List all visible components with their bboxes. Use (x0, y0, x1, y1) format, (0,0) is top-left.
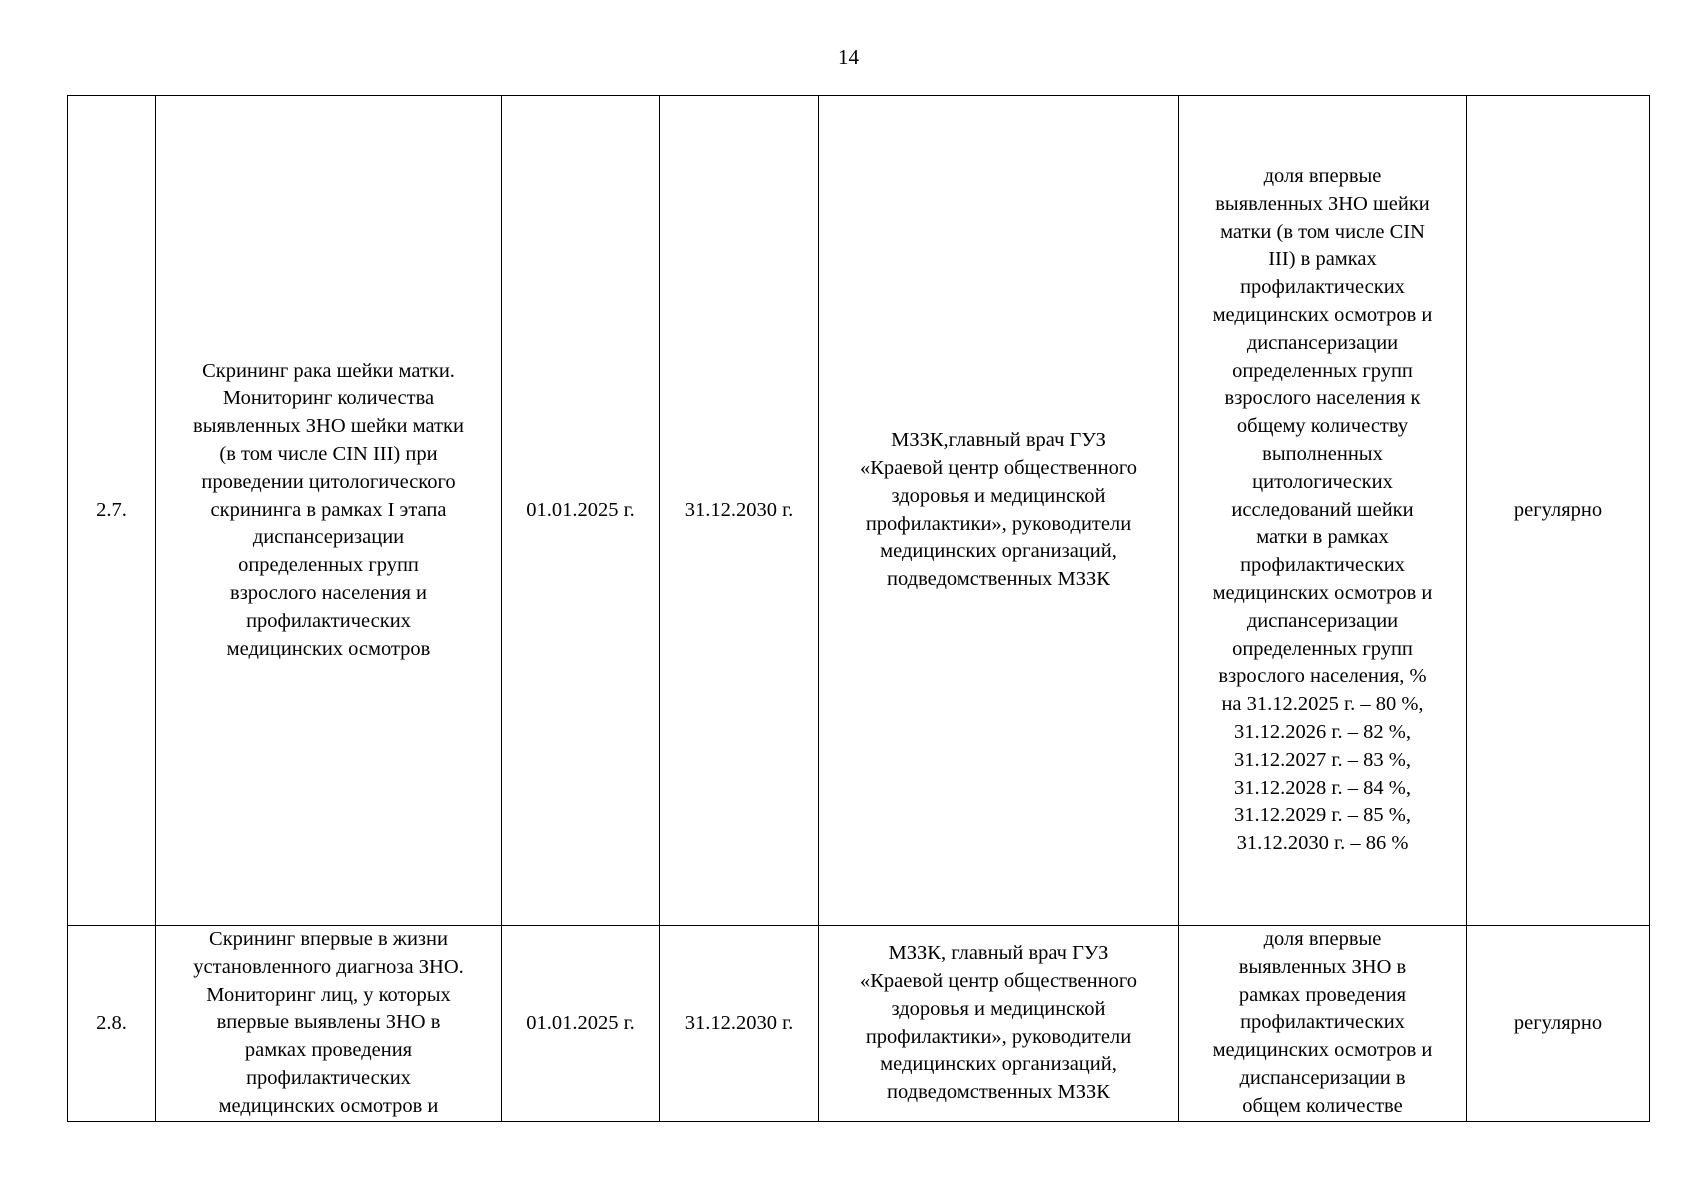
indicator-line: общему количеству (1236, 415, 1409, 438)
indicator-line: цитологических (1252, 470, 1393, 493)
description-line: рамках проведения (244, 1039, 413, 1062)
indicator-line: матки в рамках (1256, 526, 1389, 549)
indicator-line: профилактических (1240, 1011, 1405, 1034)
indicator-cell (1179, 926, 1467, 1122)
end-date-cell: 31.12.2030 г. (660, 96, 819, 926)
responsible-cell (819, 96, 1179, 926)
indicator-line: выявленных ЗНО в (1238, 955, 1407, 978)
indicator-line: профилактических (1240, 276, 1405, 299)
indicator-line: 31.12.2029 г. – 85 %, (1234, 804, 1411, 827)
description-line: выявленных ЗНО шейки матки (193, 415, 464, 438)
indicator-line: 31.12.2030 г. – 86 % (1236, 832, 1409, 855)
row-number-cell: 2.7. (68, 96, 156, 926)
description-line: взрослого населения и (230, 581, 427, 604)
description-line: профилактических (246, 1066, 411, 1089)
description-line: определенных групп (238, 554, 419, 577)
responsible-line: медицинских организаций, (880, 1053, 1117, 1076)
indicator-line: 31.12.2026 г. – 82 %, (1234, 720, 1411, 743)
periodicity-cell: регулярно (1467, 96, 1650, 926)
description-line: Мониторинг лиц, у которых (206, 983, 451, 1006)
description-line: впервые выявлены ЗНО в (216, 1011, 441, 1034)
row-number-cell: 2.8. (68, 926, 156, 1122)
indicator-line: определенных групп (1232, 637, 1413, 660)
description-line: профилактических (246, 609, 411, 632)
description-line: проведении цитологического (201, 470, 456, 493)
indicator-line: III) в рамках (1268, 248, 1377, 271)
table-row (68, 96, 1650, 926)
responsible-line: МЗЗК,главный врач ГУЗ (891, 429, 1106, 452)
description-line: медицинских осмотров (226, 637, 431, 660)
page-number: 14 (838, 45, 859, 69)
responsible-line: подведомственных МЗЗК (887, 1081, 1110, 1104)
indicator-line: рамках проведения (1238, 983, 1407, 1006)
responsible-line: подведомственных МЗЗК (887, 568, 1110, 591)
indicator-line: медицинских осмотров и (1212, 304, 1433, 327)
measures-table (67, 95, 1650, 1122)
responsible-line: профилактики», руководители (865, 512, 1132, 535)
responsible-line: профилактики», руководители (865, 1025, 1132, 1048)
description-cell (156, 926, 502, 1122)
indicator-line: 31.12.2027 г. – 83 %, (1234, 748, 1411, 771)
indicator-line: диспансеризации (1246, 609, 1399, 632)
table-row (68, 926, 1650, 1122)
responsible-cell (819, 926, 1179, 1122)
indicator-line: матки (в том числе CIN (1220, 220, 1425, 243)
description-line: Мониторинг количества (222, 387, 435, 410)
indicator-line: исследований шейки (1231, 498, 1414, 521)
responsible-line: здоровья и медицинской (891, 484, 1106, 507)
indicator-line: профилактических (1240, 554, 1405, 577)
end-date-cell: 31.12.2030 г. (660, 926, 819, 1122)
indicator-line: доля впервые (1263, 928, 1382, 950)
indicator-line: взрослого населения, % (1218, 665, 1427, 688)
indicator-line: определенных групп (1232, 359, 1413, 382)
indicator-line: выполненных (1262, 443, 1383, 465)
responsible-line: МЗЗК, главный врач ГУЗ (888, 942, 1109, 965)
indicator-line: диспансеризации в (1239, 1066, 1406, 1089)
start-date-cell: 01.01.2025 г. (502, 96, 660, 926)
description-line: скрининга в рамках I этапа (210, 498, 447, 521)
indicator-line: диспансеризации (1246, 331, 1399, 354)
indicator-line: медицинских осмотров и (1212, 581, 1433, 604)
periodicity-cell: регулярно (1467, 926, 1650, 1122)
indicator-cell (1179, 96, 1467, 926)
indicator-line: 31.12.2028 г. – 84 %, (1234, 776, 1411, 799)
responsible-line: «Краевой центр общественного (859, 969, 1137, 992)
start-date-cell: 01.01.2025 г. (502, 926, 660, 1122)
description-line: Скрининг впервые в жизни (209, 928, 448, 950)
responsible-line: медицинских организаций, (880, 540, 1117, 563)
description-line: установленного диагноза ЗНО. (193, 955, 464, 978)
description-line: Скрининг рака шейки матки. (202, 359, 455, 382)
description-line: (в том числе CIN III) при (219, 443, 438, 465)
description-cell (156, 96, 502, 926)
responsible-line: здоровья и медицинской (891, 997, 1106, 1020)
indicator-line: на 31.12.2025 г. – 80 %, (1221, 693, 1424, 716)
indicator-line: выявленных ЗНО шейки (1215, 192, 1430, 215)
description-line: медицинских осмотров и (218, 1094, 439, 1117)
indicator-line: взрослого населения к (1224, 387, 1421, 410)
description-line: диспансеризации (252, 526, 405, 549)
indicator-line: доля впервые (1263, 165, 1382, 188)
responsible-line: «Краевой центр общественного (859, 456, 1137, 479)
indicator-line: общем количестве (1242, 1094, 1403, 1117)
indicator-line: медицинских осмотров и (1212, 1039, 1433, 1062)
